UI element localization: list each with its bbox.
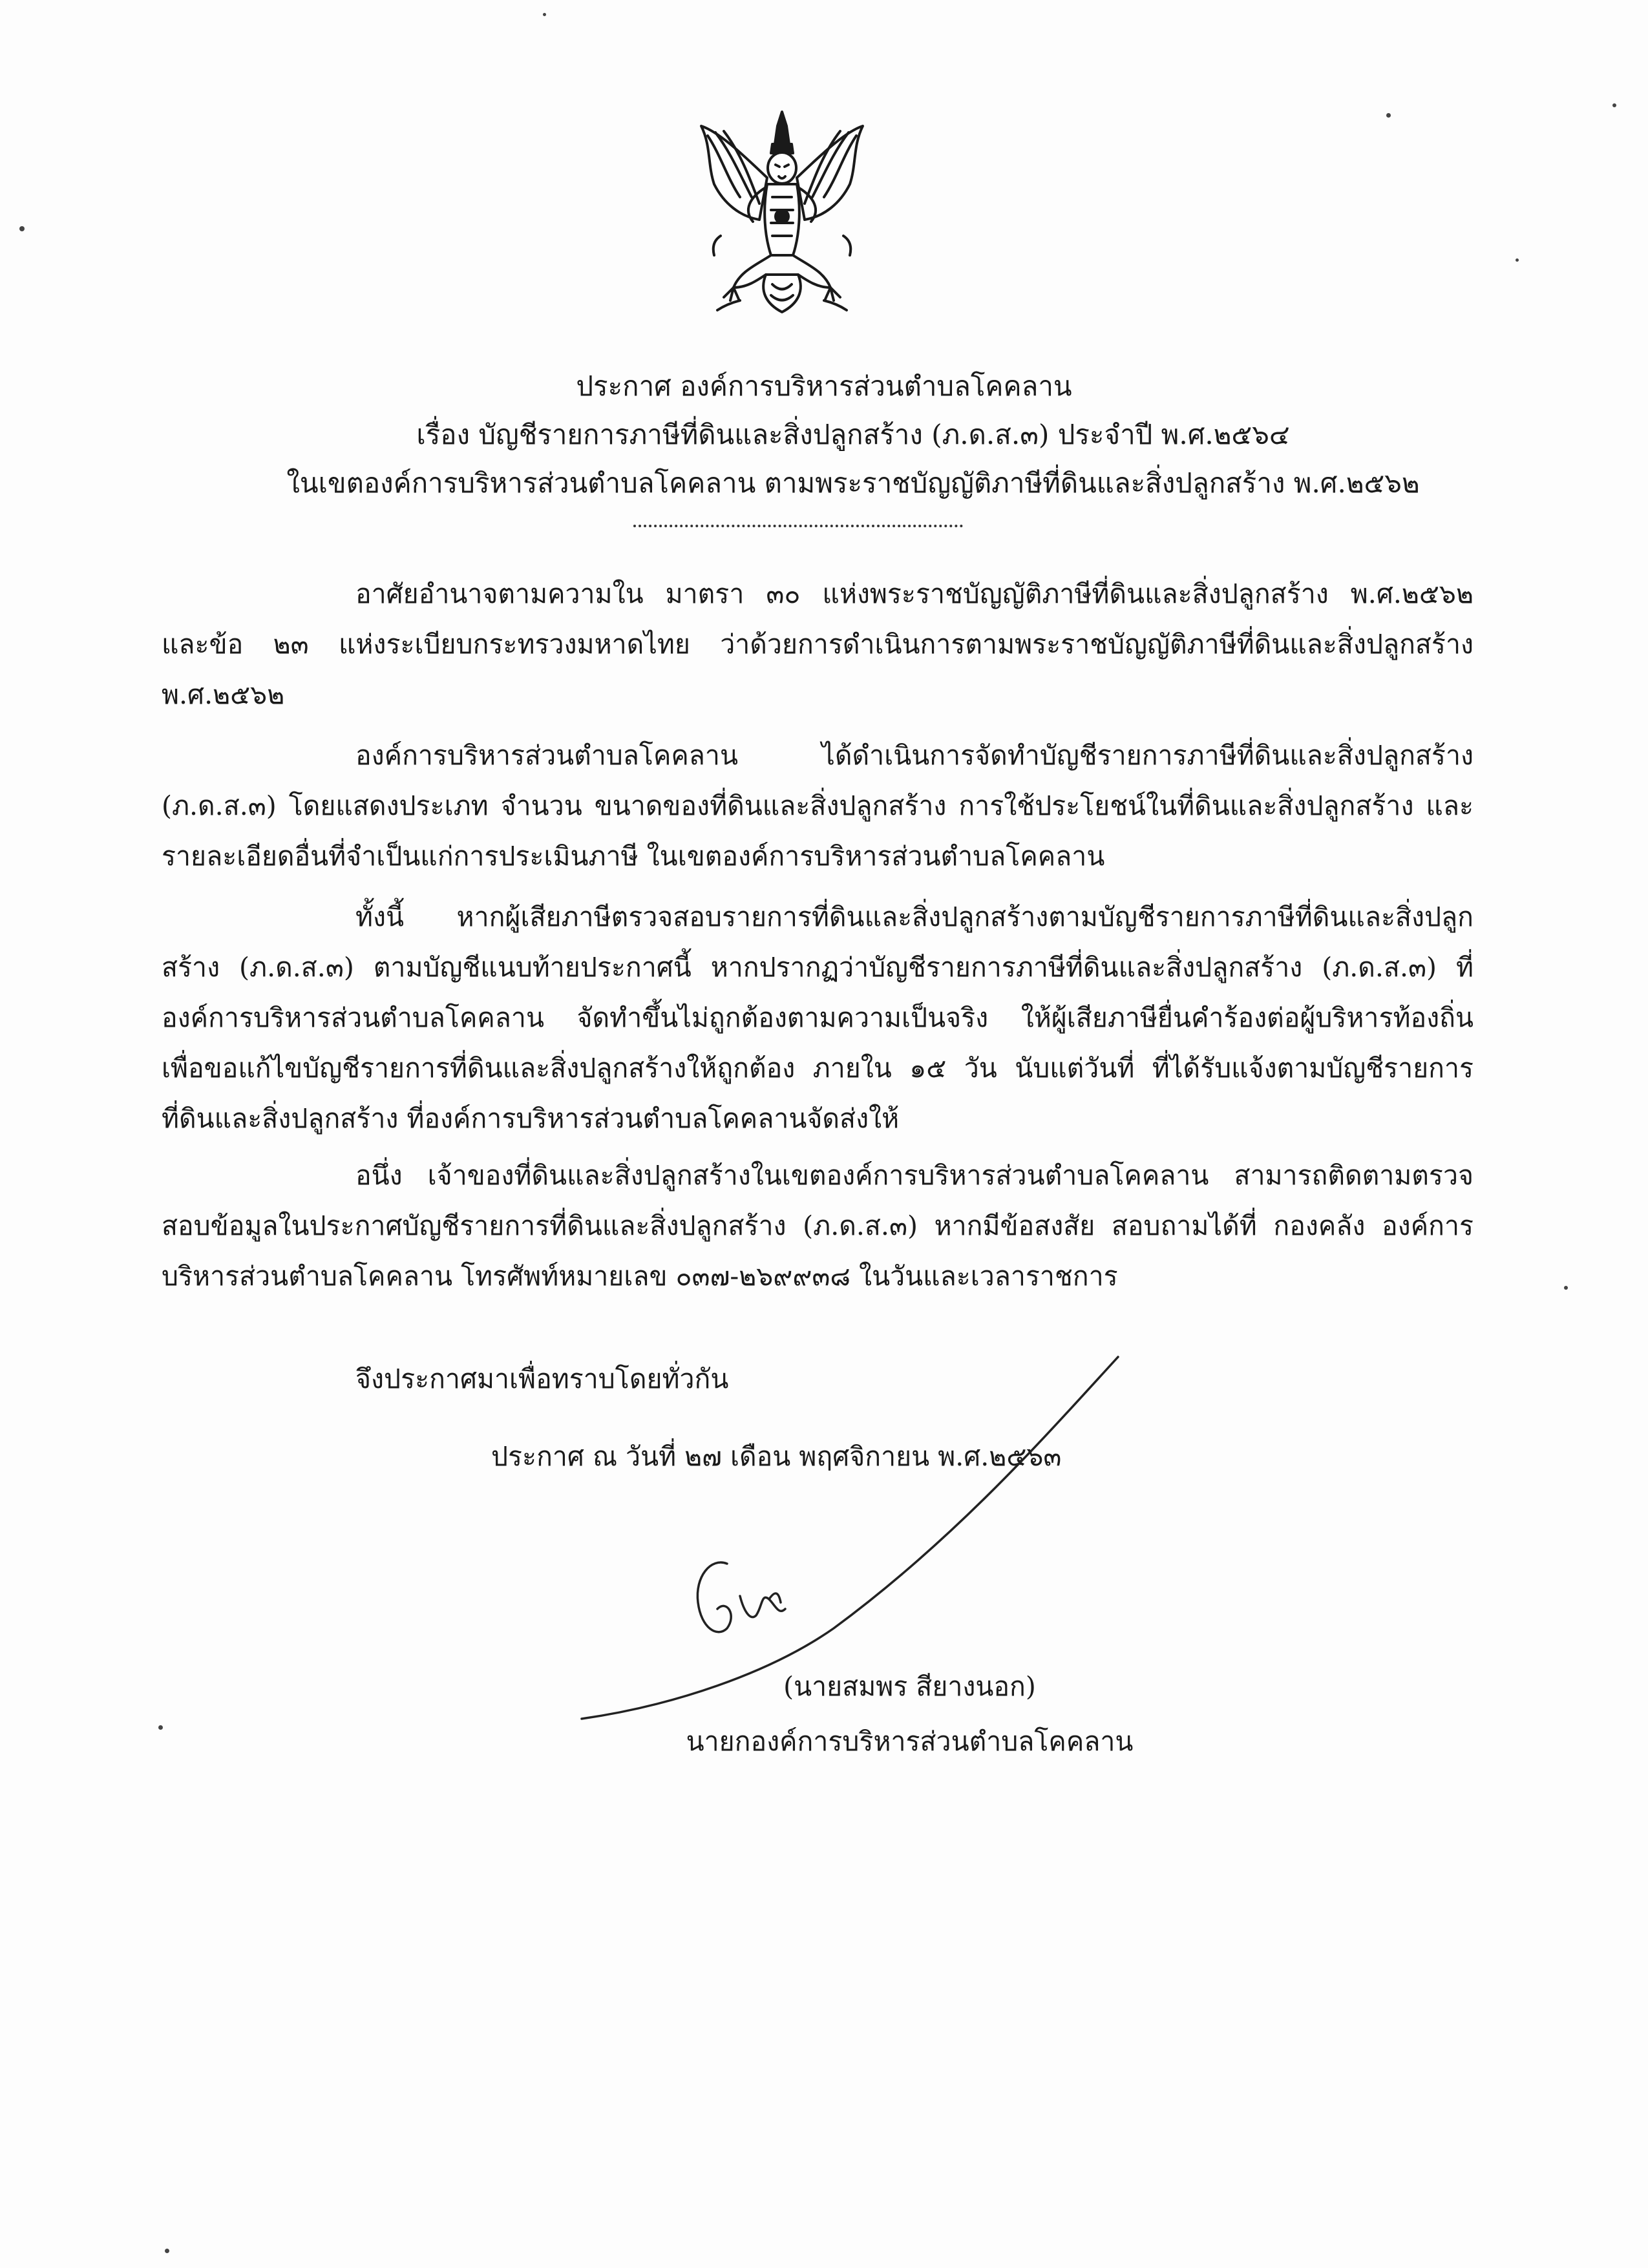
announcement-subject: เรื่อง บัญชีรายการภาษีที่ดินและสิ่งปลูกสร้าง (ภ.ด.ส.๓) ประจำปี พ.ศ.๒๕๖๔ [416, 419, 1290, 450]
announcement-scope: ในเขตองค์การบริหารส่วนตำบลโคคลาน ตามพระราชบัญญัติภาษีที่ดินและสิ่งปลูกสร้าง พ.ศ.๒๕๖๒ [286, 467, 1420, 499]
scan-speck [165, 2249, 169, 2253]
scan-speck [158, 1725, 163, 1730]
scan-speck [543, 13, 546, 16]
scan-speck [1612, 103, 1616, 107]
paragraph-contact [162, 1150, 1474, 1301]
announcement-date: ประกาศ ณ วันที่ ๒๗ เดือน พฤศจิกายน พ.ศ.๒๕๖๓ [491, 1441, 1062, 1472]
announcement-title: ประกาศ องค์การบริหารส่วนตำบลโคคลาน [576, 370, 1072, 402]
header-divider [633, 525, 963, 527]
paragraph-contact-text: อนึ่ง เจ้าของที่ดินและสิ่งปลูกสร้างในเขตองค์การบริหารส่วนตำบลโคคลาน สามารถติดตามตรวจสอบข้อมูลในประกาศบัญชีรายการที่ดินและสิ่งปลูกสร้าง (ภ.ด.ส.๓) หากมีข้อสงสัย สอบถามได้ที่ กองคลัง องค์การบริหารส่วนตำบลโคคลาน โทรศัพท์หมายเลข ๐๓๗-๒๖๙๙๓๘ ในวันและเวลาราชการ [162, 1160, 1474, 1292]
garuda-emblem-icon [695, 107, 869, 317]
closing-statement: จึงประกาศมาเพื่อทราบโดยทั่วกัน [355, 1363, 729, 1394]
signer-name: (นายสมพร สียางนอก) [783, 1671, 1036, 1702]
scan-speck [19, 226, 25, 231]
scan-speck [1516, 258, 1519, 262]
paragraph-correction-text: ทั้งนี้ หากผู้เสียภาษีตรวจสอบรายการที่ดินและสิ่งปลูกสร้างตามบัญชีรายการภาษีที่ดินและสิ่งปลูกสร้าง (ภ.ด.ส.๓) ตามบัญชีแนบท้ายประกาศนี้ หากปรากฏว่าบัญชีรายการภาษีที่ดินและสิ่งปลูกสร้าง (ภ.ด.ส.๓) ที่องค์การบริหารส่วนตำบลโคคลาน จัดทำขึ้นไม่ถูกต้องตามความเป็นจริง ให้ผู้เสียภาษียื่นคำร้องต่อผู้บริหารท้องถิ่น เพื่อขอแก้ไขบัญชีรายการที่ดินและสิ่งปลูกสร้างให้ถูกต้อง ภายใน ๑๕ วัน นับแต่วันที่ ที่ได้รับแจ้งตามบัญชีรายการที่ดินและสิ่งปลูกสร้าง ที่องค์การบริหารส่วนตำบลโคคลานจัดส่งให้ [162, 901, 1474, 1134]
scan-speck [1564, 1286, 1568, 1290]
paragraph-correction [162, 892, 1474, 1144]
paragraph-preparation-text: องค์การบริหารส่วนตำบลโคคลาน ได้ดำเนินการจัดทำบัญชีรายการภาษีที่ดินและสิ่งปลูกสร้าง (ภ.ด.ส.๓) โดยแสดงประเภท จำนวน ขนาดของที่ดินและสิ่งปลูกสร้าง การใช้ประโยชน์ในที่ดินและสิ่งปลูกสร้าง และรายละเอียดอื่นที่จำเป็นแก่การประเมินภาษี ในเขตองค์การบริหารส่วนตำบลโคคลาน [162, 740, 1474, 872]
scan-speck [1386, 113, 1391, 118]
signer-title: นายกองค์การบริหารส่วนตำบลโคคลาน [686, 1726, 1134, 1757]
paragraph-preparation [162, 730, 1474, 881]
document-header [0, 362, 1648, 507]
paragraph-authority-text: อาศัยอำนาจตามความใน มาตรา ๓๐ แห่งพระราชบัญญัติภาษีที่ดินและสิ่งปลูกสร้าง พ.ศ.๒๕๖๒ และข้อ ๒๓ แห่งระเบียบกระทรวงมหาดไทย ว่าด้วยการดำเนินการตามพระราชบัญญัติภาษีที่ดินและสิ่งปลูกสร้าง พ.ศ.๒๕๖๒ [162, 578, 1474, 710]
paragraph-authority [162, 569, 1474, 720]
